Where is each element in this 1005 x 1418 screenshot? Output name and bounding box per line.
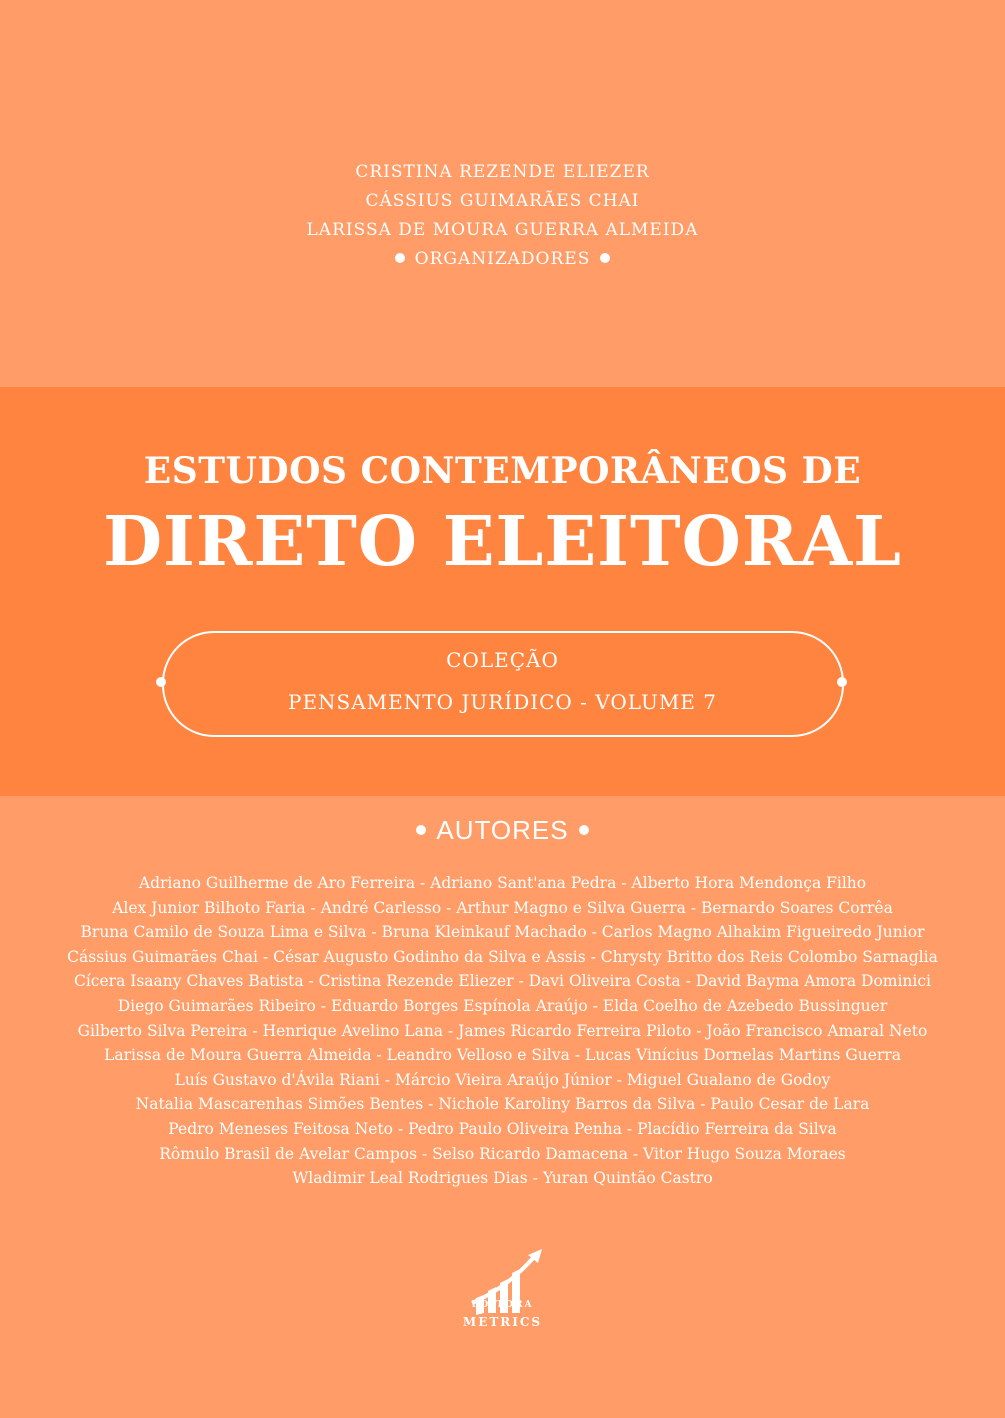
authors-line: Larissa de Moura Guerra Almeida - Leandro Velloso e Silva - Lucas Vinícius Dornelas Martins Guerra [104, 1046, 901, 1065]
bullet-icon [600, 253, 610, 263]
authors-line: Cícera Isaany Chaves Batista - Cristina Rezende Eliezer - Davi Oliveira Costa - David Bayma Amora Dominici [73, 972, 932, 991]
authors-heading [0, 815, 1005, 846]
bullet-icon [579, 825, 589, 835]
organizers-role-label: ORGANIZADORES [414, 249, 591, 269]
authors-line: Wladimir Leal Rodrigues Dias - Yuran Quintão Castro [292, 1169, 713, 1188]
authors-line: Rômulo Brasil de Avelar Campos - Selso Ricardo Damacena - Vitor Hugo Souza Moraes [159, 1144, 846, 1163]
frame-dot-icon [837, 677, 847, 687]
authors-list [20, 871, 985, 1191]
authors-line: Luís Gustavo d'Ávila Riani - Márcio Vieira Araújo Júnior - Miguel Gualano de Godoy [174, 1070, 831, 1089]
bullet-icon [395, 253, 405, 263]
authors-line: Adriano Guilherme de Aro Ferreira - Adriano Sant'ana Pedra - Alberto Hora Mendonça Filho [138, 874, 867, 892]
collection-name-volume: PENSAMENTO JURÍDICO - VOLUME 7 [287, 690, 717, 714]
authors-line: Natalia Mascarenhas Simões Bentes - Nichole Karoliny Barros da Silva - Paulo Cesar de Lara [135, 1095, 870, 1114]
publisher-name-line1: EDITORA [471, 1300, 534, 1310]
authors-line: Bruna Camilo de Souza Lima e Silva - Bruna Kleinkauf Machado - Carlos Magno Alhakim Figueiredo Junior [80, 923, 925, 942]
organizer-name: CRISTINA REZENDE ELIEZER [355, 162, 650, 182]
book-title-line1: ESTUDOS CONTEMPORÂNEOS DE [143, 450, 862, 492]
publisher-name-line2: METRICS [462, 1315, 543, 1329]
book-title-line2: DIRETO ELEITORAL [103, 502, 902, 582]
authors-line: Cássius Guimarães Chai - César Augusto Godinho da Silva e Assis - Chrysty Britto dos Reis Colombo Sarnaglia [67, 947, 938, 966]
bullet-icon [416, 825, 426, 835]
authors-heading-label: AUTORES [436, 815, 569, 845]
organizers-block [0, 158, 1005, 274]
organizer-name: CÁSSIUS GUIMARÃES CHAI [365, 191, 640, 211]
collection-frame [162, 631, 844, 737]
authors-line: Alex Junior Bilhoto Faria - André Carlesso - Arthur Magno e Silva Guerra - Bernardo Soares Corrêa [112, 898, 893, 917]
collection-label: COLEÇÃO [446, 648, 559, 672]
authors-line: Pedro Meneses Feitosa Neto - Pedro Paulo Oliveira Penha - Placídio Ferreira da Silva [168, 1119, 837, 1138]
organizer-name: LARISSA DE MOURA GUERRA ALMEIDA [306, 220, 699, 240]
frame-dot-icon [156, 677, 166, 687]
organizers-role [0, 245, 1005, 274]
authors-line: Diego Guimarães Ribeiro - Eduardo Borges Espínola Araújo - Elda Coelho de Azebedo Bussinguer [117, 996, 888, 1015]
authors-line: Gilberto Silva Pereira - Henrique Avelino Lana - James Ricardo Ferreira Piloto - João Francisco Amaral Neto [77, 1021, 928, 1040]
